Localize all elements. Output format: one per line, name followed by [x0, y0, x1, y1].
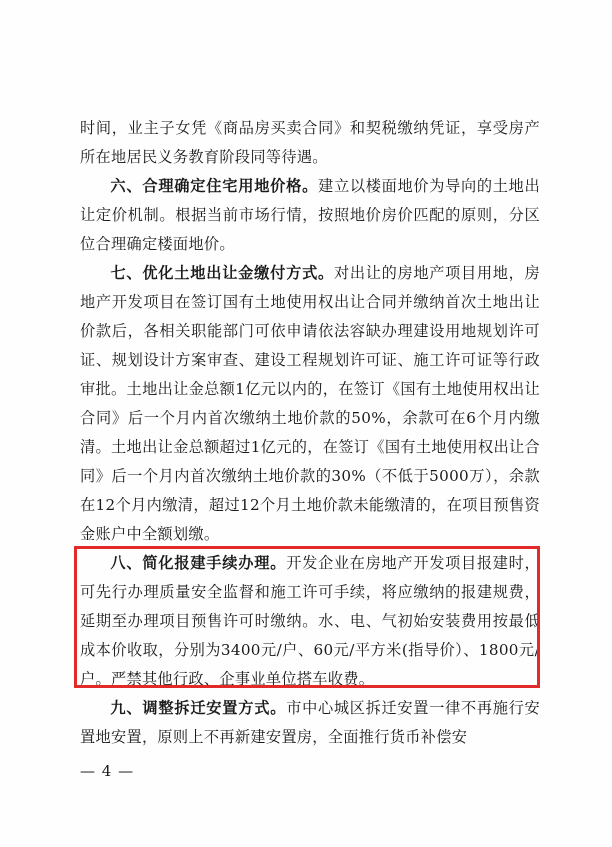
paragraph-text: 开发企业在房地产开发项目报建时，可先行办理质量安全监督和施工许可手续，将应缴纳的报建规费，延期至办理项目预售许可时缴纳。水、电、气初始安装费用按最低成本价收取，分别为3400元/户、60元/平方米(指导价）、1800元/户。严禁其他行政、企事业单位搭车收费。: [80, 554, 540, 688]
paragraph-seven: [80, 259, 540, 549]
paragraph-text: 建立以楼面地价为导向的土地出让定价机制。根据当前市场行情，按照地价房价匹配的原则，分区位合理确定楼面地价。: [80, 177, 541, 253]
paragraph-heading: 六、合理确定住宅用地价格。: [110, 177, 319, 195]
paragraph-eight: [80, 549, 540, 694]
paragraph-nine: [80, 694, 540, 752]
paragraph-text: 时间，业主子女凭《商品房买卖合同》和契税缴纳凭证，享受房产所在地居民义务教育阶段同等待遇。: [80, 119, 540, 166]
paragraph-text: 市中心城区拆迁安置一律不再施行安置地安置，原则上不再新建安置房，全面推行货币补偿安: [80, 699, 540, 746]
paragraph-heading: 九、调整拆迁安置方式。: [110, 699, 287, 717]
paragraph-heading: 七、优化土地出让金缴付方式。: [110, 264, 335, 282]
paragraph-text: 对出让的房地产项目用地，房地产开发项目在签订国有土地使用权出让合同并缴纳首次土地出让价款后，各相关职能部门可依申请依法容缺办理建设用地规划许可证、规划设计方案审查、建设工程规划许可证、施工许可证等行政审批。土地出让金总额1亿元以内的，在签订《国有土地使用权出让合同》后一个月内首次缴纳土地价款的50%，余款可在6个月内缴清。土地出让金总额超过1亿元的，在签订《国有土地使用权出让合同》后一个月内首次缴纳土地价款的30%（不低于5000万），余款在12个月内缴清，超过12个月土地价款未能缴清的，在项目预售资金账户中全额划缴。: [80, 264, 540, 543]
paragraph-continuation: [80, 114, 540, 172]
paragraph-heading: 八、简化报建手续办理。: [110, 554, 287, 572]
paragraph-six: [80, 172, 540, 259]
document-body: [80, 114, 540, 752]
page-number: — 4 —: [80, 762, 135, 780]
